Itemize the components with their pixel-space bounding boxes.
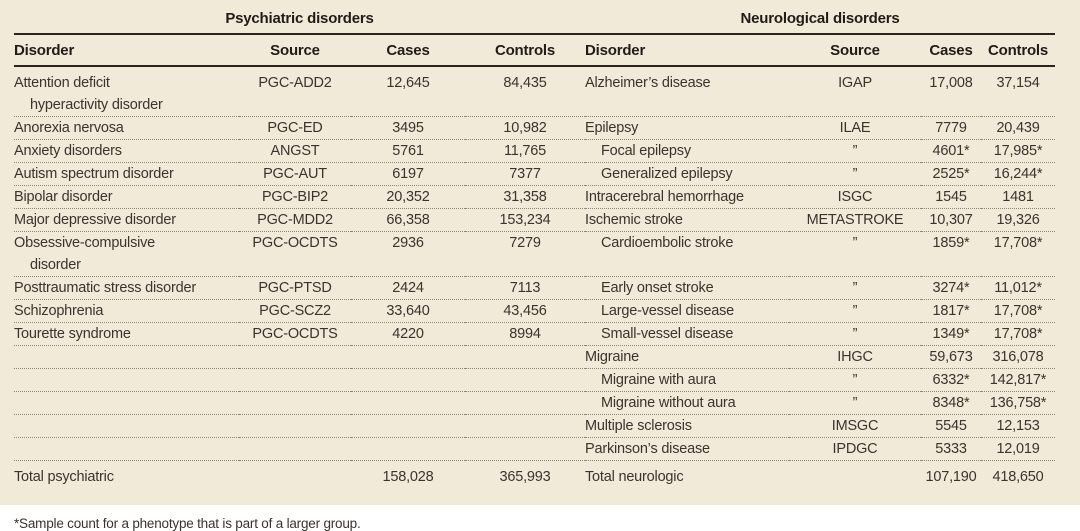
cases-cell-left: 2936 [351, 232, 465, 277]
disorder-cell-right [585, 186, 789, 209]
source-cell-left: PGC-AUT [239, 163, 351, 186]
disorder-cell-left [14, 186, 239, 209]
source-cell-left: PGC-BIP2 [239, 186, 351, 209]
disorder-cell-left [14, 415, 239, 438]
source-cell-right: ” [789, 300, 921, 323]
disorder-name-line: Multiple sclerosis [585, 418, 692, 434]
disorder-cell-left [14, 392, 239, 415]
cases-cell-left: 5761 [351, 140, 465, 163]
cases-cell-left: 12,645 [351, 66, 465, 117]
disorder-name-line: Epilepsy [585, 120, 639, 136]
controls-cell-right: 17,708* [981, 323, 1055, 346]
controls-cell-right: 1481 [981, 186, 1055, 209]
controls-cell-left [465, 438, 585, 461]
disorder-name-line: Autism spectrum disorder [14, 166, 174, 182]
source-cell-right: ” [789, 277, 921, 300]
source-cell-left: PGC-OCDTS [239, 323, 351, 346]
source-cell-right: IMSGC [789, 415, 921, 438]
table-row [14, 277, 1055, 300]
source-cell-right: IHGC [789, 346, 921, 369]
source-cell-left: PGC-SCZ2 [239, 300, 351, 323]
cases-cell-right: 1349* [921, 323, 981, 346]
cases-cell-right: 7779 [921, 117, 981, 140]
controls-cell-right: 12,019 [981, 438, 1055, 461]
cases-cell-right: 4601* [921, 140, 981, 163]
cases-cell-right: 3274* [921, 277, 981, 300]
disorder-name-line: Attention deficit [14, 75, 110, 91]
disorder-name-line: Bipolar disorder [14, 189, 113, 205]
controls-cell-left: 11,765 [465, 140, 585, 163]
column-header-row [14, 34, 1055, 66]
disorder-name-line: Early onset stroke [601, 280, 714, 296]
disorder-cell-right [585, 438, 789, 461]
table-row [14, 438, 1055, 461]
table-row [14, 140, 1055, 163]
table-row [14, 300, 1055, 323]
disorder-cell-left [14, 232, 239, 277]
controls-cell-right: 136,758* [981, 392, 1055, 415]
disorder-cell-left [14, 300, 239, 323]
disorder-name-line: Migraine without aura [601, 395, 736, 411]
source-cell-left: PGC-PTSD [239, 277, 351, 300]
source-cell-right: ” [789, 140, 921, 163]
table-row [14, 415, 1055, 438]
group-header-row [14, 8, 1055, 34]
source-cell-left: ANGST [239, 140, 351, 163]
controls-cell-left [465, 346, 585, 369]
controls-cell-right: 17,708* [981, 232, 1055, 277]
cases-cell-left: 6197 [351, 163, 465, 186]
controls-cell-right: 11,012* [981, 277, 1055, 300]
cases-cell-left: 20,352 [351, 186, 465, 209]
cases-cell-right: 1817* [921, 300, 981, 323]
disorder-name-line: Migraine [585, 349, 640, 365]
disorder-cell-right [585, 277, 789, 300]
source-cell-left [239, 369, 351, 392]
column-header-source-left: Source [239, 34, 351, 66]
cases-cell-left [351, 415, 465, 438]
table-row [14, 163, 1055, 186]
disorder-cell-right [585, 392, 789, 415]
source-cell-left: PGC-ED [239, 117, 351, 140]
disorder-cell-left [14, 117, 239, 140]
table-row [14, 392, 1055, 415]
source-cell-left: PGC-OCDTS [239, 232, 351, 277]
disorder-name-line: Tourette syndrome [14, 326, 131, 342]
cases-cell-left [351, 369, 465, 392]
cases-cell-left: 33,640 [351, 300, 465, 323]
table-row [14, 323, 1055, 346]
controls-cell-left: 8994 [465, 323, 585, 346]
disorder-cell-left [14, 323, 239, 346]
cases-cell-left [351, 346, 465, 369]
controls-cell-right: 17,985* [981, 140, 1055, 163]
disorder-cell-right [585, 300, 789, 323]
disorder-cell-left [14, 438, 239, 461]
table-row [14, 117, 1055, 140]
controls-cell-right: 19,326 [981, 209, 1055, 232]
disorder-cell-right [585, 163, 789, 186]
controls-cell-left [465, 392, 585, 415]
column-header-source-right: Source [789, 34, 921, 66]
column-header-disorder-right: Disorder [585, 34, 789, 66]
table-row [14, 346, 1055, 369]
disorder-name-line: Focal epilepsy [601, 143, 691, 159]
total-neurologic-label: Total neurologic [585, 469, 684, 485]
disorder-name-line: Large-vessel disease [601, 303, 735, 319]
total-neurologic-source-blank [789, 461, 921, 496]
column-header-controls-left: Controls [465, 34, 585, 66]
disorder-name-line: Posttraumatic stress disorder [14, 280, 196, 296]
source-cell-left [239, 346, 351, 369]
cases-cell-left [351, 392, 465, 415]
disorder-cell-left [14, 346, 239, 369]
source-cell-right: IGAP [789, 66, 921, 117]
table-row [14, 66, 1055, 117]
cases-cell-right: 5545 [921, 415, 981, 438]
total-psychiatric-controls: 365,993 [499, 469, 551, 485]
source-cell-right: IPDGC [789, 438, 921, 461]
disorder-cell-right [585, 117, 789, 140]
disorder-name-line: Parkinson’s disease [585, 441, 710, 457]
controls-cell-right: 20,439 [981, 117, 1055, 140]
source-cell-left [239, 392, 351, 415]
table-row [14, 369, 1055, 392]
source-cell-right: ” [789, 163, 921, 186]
controls-cell-right: 12,153 [981, 415, 1055, 438]
disorder-name-line: Intracerebral hemorrhage [585, 189, 744, 205]
cases-cell-right: 5333 [921, 438, 981, 461]
cases-cell-left: 2424 [351, 277, 465, 300]
cases-cell-left: 4220 [351, 323, 465, 346]
cases-cell-right: 6332* [921, 369, 981, 392]
controls-cell-left: 7279 [465, 232, 585, 277]
table-row [14, 209, 1055, 232]
controls-cell-left [465, 369, 585, 392]
source-cell-left: PGC-ADD2 [239, 66, 351, 117]
table-row [14, 186, 1055, 209]
source-cell-left [239, 415, 351, 438]
cases-cell-right: 17,008 [921, 66, 981, 117]
disorder-cell-right [585, 66, 789, 117]
disorder-cell-left [14, 277, 239, 300]
total-neurologic-cases: 107,190 [925, 469, 977, 485]
table-body [14, 66, 1055, 461]
disorder-name-line: Anorexia nervosa [14, 120, 124, 136]
controls-cell-right: 17,708* [981, 300, 1055, 323]
disorder-cell-left [14, 163, 239, 186]
disorder-name-line: Anxiety disorders [14, 143, 122, 159]
psychiatric-group-header: Psychiatric disorders [14, 8, 585, 34]
disorder-name-line: Schizophrenia [14, 303, 104, 319]
source-cell-right: ” [789, 323, 921, 346]
controls-cell-left: 7377 [465, 163, 585, 186]
cases-cell-right: 1545 [921, 186, 981, 209]
disorder-name-line: Obsessive-compulsive [14, 235, 156, 251]
total-psychiatric-cases: 158,028 [382, 469, 434, 485]
disorder-name-line: disorder [30, 257, 81, 273]
disorder-cell-right [585, 209, 789, 232]
disorder-cell-right [585, 323, 789, 346]
column-header-disorder-left: Disorder [14, 34, 239, 66]
controls-cell-left: 153,234 [465, 209, 585, 232]
disorder-cell-left [14, 66, 239, 117]
disorder-name-line: Generalized epilepsy [601, 166, 733, 182]
disorder-cell-right [585, 369, 789, 392]
controls-cell-left [465, 415, 585, 438]
disorder-name-line: Ischemic stroke [585, 212, 683, 228]
cases-cell-left: 3495 [351, 117, 465, 140]
neurological-group-header: Neurological disorders [585, 8, 1055, 34]
controls-cell-left: 84,435 [465, 66, 585, 117]
controls-cell-left: 43,456 [465, 300, 585, 323]
controls-cell-left: 7113 [465, 277, 585, 300]
disorder-name-line: Migraine with aura [601, 372, 716, 388]
source-cell-right: METASTROKE [789, 209, 921, 232]
disorder-cell-left [14, 209, 239, 232]
cases-cell-right: 59,673 [921, 346, 981, 369]
controls-cell-right: 316,078 [981, 346, 1055, 369]
disorders-table [14, 8, 1055, 495]
column-header-controls-right: Controls [981, 34, 1055, 66]
source-cell-left [239, 438, 351, 461]
controls-cell-right: 16,244* [981, 163, 1055, 186]
cases-cell-right: 10,307 [921, 209, 981, 232]
cases-cell-right: 1859* [921, 232, 981, 277]
source-cell-right: ILAE [789, 117, 921, 140]
cases-cell-right: 8348* [921, 392, 981, 415]
source-cell-right: ” [789, 232, 921, 277]
disorder-cell-right [585, 232, 789, 277]
source-cell-left: PGC-MDD2 [239, 209, 351, 232]
controls-cell-right: 37,154 [981, 66, 1055, 117]
disorder-cell-left [14, 140, 239, 163]
footnote: *Sample count for a phenotype that is part of a larger group. [14, 516, 361, 531]
cases-cell-left: 66,358 [351, 209, 465, 232]
disorder-cell-right [585, 346, 789, 369]
cases-cell-right: 2525* [921, 163, 981, 186]
source-cell-right: ” [789, 369, 921, 392]
disorder-cell-left [14, 369, 239, 392]
total-row [14, 461, 1055, 496]
disorder-name-line: Major depressive disorder [14, 212, 176, 228]
column-header-cases-left: Cases [351, 34, 465, 66]
total-psychiatric-label: Total psychiatric [14, 469, 114, 485]
disorder-cell-right [585, 415, 789, 438]
total-psychiatric-source-blank [239, 461, 351, 496]
disorder-name-line: Cardioembolic stroke [601, 235, 734, 251]
disorder-cell-right [585, 140, 789, 163]
controls-cell-left: 31,358 [465, 186, 585, 209]
source-cell-right: ” [789, 392, 921, 415]
disorder-name-line: hyperactivity disorder [30, 97, 163, 113]
source-cell-right: ISGC [789, 186, 921, 209]
disorder-name-line: Alzheimer’s disease [585, 75, 711, 91]
controls-cell-left: 10,982 [465, 117, 585, 140]
cases-cell-left [351, 438, 465, 461]
table-row [14, 232, 1055, 277]
column-header-cases-right: Cases [921, 34, 981, 66]
controls-cell-right: 142,817* [981, 369, 1055, 392]
disorder-name-line: Small-vessel disease [601, 326, 734, 342]
total-neurologic-controls: 418,650 [992, 469, 1044, 485]
